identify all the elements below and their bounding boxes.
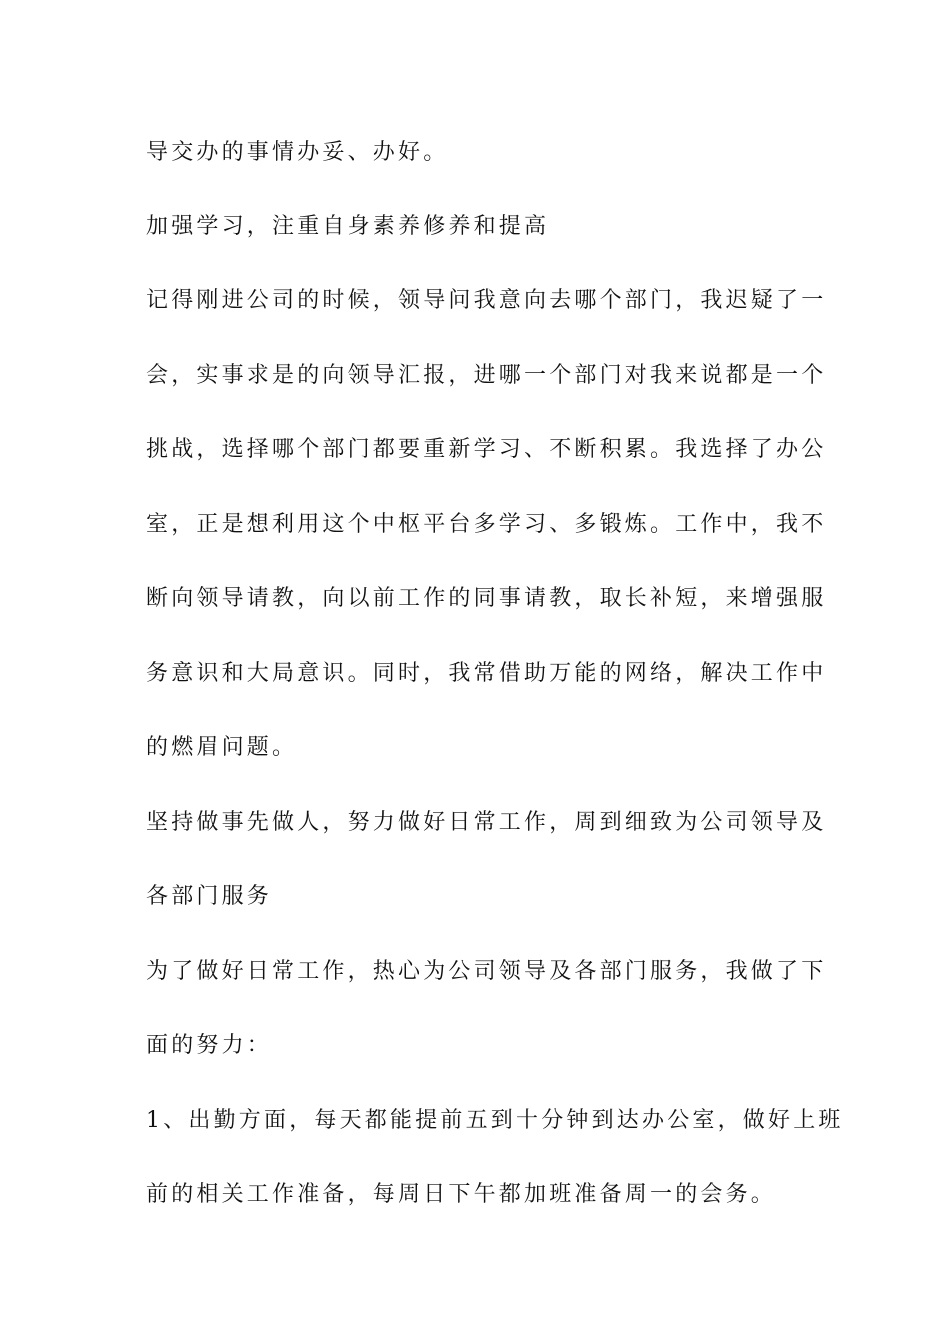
list-item-text: 前的相关工作准备，每周日下午都加班准备周一的会务。 (146, 1182, 777, 1207)
section-heading: 加强学习，注重自身素养修养和提高 (146, 214, 550, 239)
text-line: 会，实事求是的向领导汇报，进哪一个部门对我来说都是一个 (146, 363, 827, 388)
text-line: 记得刚进公司的时候，领导问我意向去哪个部门，我迟疑了一 (146, 288, 827, 313)
text-line: 导交办的事情办妥、办好。 (146, 140, 449, 165)
text-line: 室，正是想利用这个中枢平台多学习、多锻炼。工作中，我不 (146, 512, 827, 537)
section-heading: 各部门服务 (146, 884, 273, 909)
text-line: 断向领导请教，向以前工作的同事请教，取长补短，来增强服 (146, 586, 827, 611)
section-heading: 坚持做事先做人，努力做好日常工作，周到细致为公司领导及 (146, 810, 827, 835)
text-line: 挑战，选择哪个部门都要重新学习、不断积累。我选择了办公 (146, 437, 827, 462)
text-line: 的燃眉问题。 (146, 735, 298, 760)
text-line: 为了做好日常工作，热心为公司领导及各部门服务，我做了下 (146, 959, 827, 984)
list-item-text: 1、出勤方面，每天都能提前五到十分钟到达办公室，做好上班 (146, 1108, 844, 1133)
text-line: 务意识和大局意识。同时，我常借助万能的网络，解决工作中 (146, 661, 827, 686)
text-line: 面的努力： (146, 1033, 273, 1058)
